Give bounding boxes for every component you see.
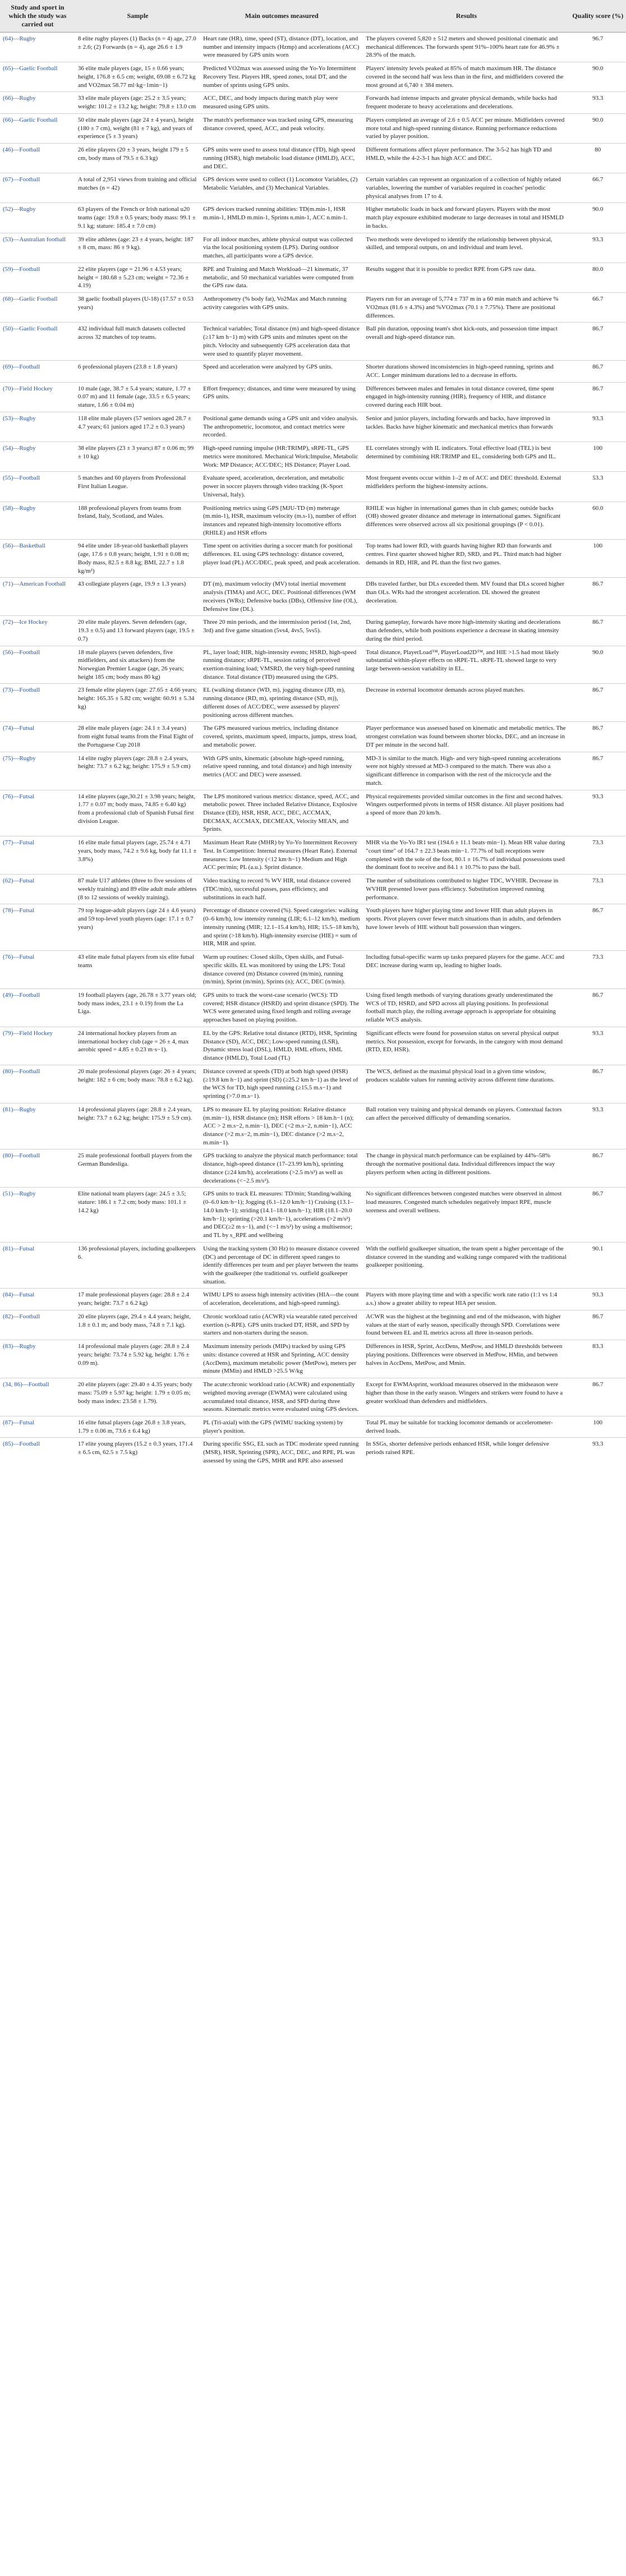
study-ref-cell[interactable]: (75)—Rugby [0, 752, 75, 790]
table-row [0, 382, 626, 412]
table-row [0, 1103, 626, 1149]
study-ref-cell[interactable]: (68)—Gaelic Football [0, 293, 75, 323]
outcomes-cell: Technical variables; Total distance (m) and high-speed distance (≥17 km h−1) m) with GPS units and minutes spent on the pitch. Velocity and subsequently GPS acceleration data that were used to quantify player movement. [200, 323, 363, 361]
results-cell: EL correlates strongly with IL indicators. Total effective load (TEL) is best determined by combining HR:TRIMP and EL, considering both GPS and IL. [363, 442, 569, 472]
table-row [0, 988, 626, 1027]
study-ref-cell[interactable]: (70)—Field Hockey [0, 382, 75, 412]
sample-cell: 14 professional players (age: 28.8 ± 2.4 years, height: 73.7 ± 6.2 kg; height: 175.9 ± 5.9 cm). [75, 1103, 200, 1149]
quality-score-cell: 80.0 [570, 263, 626, 292]
quality-score-cell: 86.7 [570, 1310, 626, 1340]
outcomes-cell: EL by the GPS: Relative total distance (RTD), HSR, Sprinting Distance (SD), ACC, DEC; Low-speed running (LSR), Dynamic stress load (DSL), HMLD, HML efforts, HML distance (HMLD), Total Load (TL) [200, 1027, 363, 1065]
study-ref-cell[interactable]: (83)—Rugby [0, 1340, 75, 1378]
quality-score-cell: 60.0 [570, 502, 626, 540]
quality-score-cell: 93.3 [570, 233, 626, 263]
results-cell: ACWR was the highest at the beginning and end of the midseason, with higher values at the start of early season, specifically through SPD. Correlations were found between EL and IL metrics across all three in-season periods. [363, 1310, 569, 1340]
sample-cell: 28 elite male players (age: 24.1 ± 3.4 years) from eight futsal teams from the Final Eight of the Portuguese Cup 2018 [75, 722, 200, 752]
results-cell: With the outfield goalkeeper situation, the team spent a higher percentage of the distance covered in the standing and walking range compared with the traditional goalkeeper positioning. [363, 1242, 569, 1289]
header-row [0, 0, 626, 33]
study-ref-cell[interactable]: (74)—Futsal [0, 722, 75, 752]
quality-score-cell: 93.3 [570, 1103, 626, 1149]
results-cell: Including futsal-specific warm up tasks prepared players for the game. ACC and DEC increase during warm up, leading to higher loads. [363, 951, 569, 989]
study-ref-cell[interactable]: (54)—Rugby [0, 442, 75, 472]
outcomes-cell: Speed and acceleration were analyzed by GPS units. [200, 361, 363, 382]
study-ref-cell[interactable]: (64)—Rugby [0, 33, 75, 62]
table-row [0, 616, 626, 646]
outcomes-cell: Warm up routines: Closed skills, Open skills, and Futsal-specific skills. EL was monitored by using the LPS: Total distance covered (m) Distance covered (m/min), running (m/min), Sprint (m/min), Sprints (n); ACC, DEC (n/min). [200, 951, 363, 989]
outcomes-cell: The acute:chronic workload ratio (ACWR) and exponentially weighted moving average (EWMA) were calculated using accumulated total distance, HSR, and SPD during three seasons. Kinematic metrics were evaluated using GPS devices. [200, 1378, 363, 1416]
table-row [0, 33, 626, 62]
study-ref-cell[interactable]: (55)—Football [0, 472, 75, 502]
outcomes-cell: RPE and Training and Match Workload—21 kinematic, 37 metabolic, and 50 mechanical variables were computed from the GPS raw data. [200, 263, 363, 292]
results-cell: Total distance, PlayerLoad™, PlayerLoad2D™, and HIE >1.5 had most likely substantial within-player effects on sRPE-TL. sRPE-TL showed large to very large between-session variability in EL. [363, 646, 569, 684]
outcomes-cell: The LPS monitored various metrics: distance, speed, ACC, and metabolic power. Three included Relative Distance, Explosive Distance (ED), HSR, HSR, ACC, DEC, ACCMAX, DECMAX, ACCMAX, DECMEAX, Velocity MEAN, and Sprints. [200, 790, 363, 836]
study-ref-cell[interactable]: (65)—Gaelic Football [0, 62, 75, 92]
sample-cell: A total of 2,951 views from training and official matches (n = 42) [75, 173, 200, 203]
quality-score-cell: 86.7 [570, 1188, 626, 1242]
outcomes-cell: Using the tracking system (30 Hz) to measure distance covered (DC) and percentage of DC in different speed ranges to identify differences per team and per player between the teams with the goalkeeper (the traditional vs. outfield goalkeeper situation. [200, 1242, 363, 1289]
quality-score-cell: 93.3 [570, 1027, 626, 1065]
results-cell: Players with more playing time and with a specific work rate ratio (1:1 vs 1:4 a.s.) show a greater ability to repeat HIA per session. [363, 1289, 569, 1310]
study-ref-cell[interactable]: (85)—Football [0, 1438, 75, 1468]
sample-cell: 50 elite male players (age 24 ± 4 years), height (180 ± 7 cm), weight (81 ± 7 kg), and years of experience (5 ± 3 years) [75, 113, 200, 143]
results-cell: Significant effects were found for possession status on several physical output metrics. Not possession, except for forwards, in the category with most demand (RTD, ED, HSR). [363, 1027, 569, 1065]
quality-score-cell: 93.3 [570, 790, 626, 836]
results-cell: Youth players have higher playing time and lower HIE than adult players in sports. Pivot players cover fewer match situations than in adults, and defenders have lower levels of HIE without ball possession than wingers. [363, 904, 569, 951]
sample-cell: 25 male professional football players from the German Bundesliga. [75, 1149, 200, 1188]
outcomes-cell: Percentage of distance covered (%). Speed categories: walking (0–6 km/h), low intensity running (LIR; 6.1–12 km/h), medium intensity running (MIR; 12.1–15.4 km/h), HIR; 15.5–18 km/h), and sprint (>18 km/h). High-intensity exercise (HIE) = sum of HIR, MIR and sprint. [200, 904, 363, 951]
table-row [0, 1289, 626, 1310]
results-cell: Except for EWMAsprint, workload measures observed in the midseason were higher than those in the early season. Wingers and strikers were found to have a greater workload than defenders and midfielders. [363, 1378, 569, 1416]
study-ref-cell[interactable]: (82)—Football [0, 1310, 75, 1340]
table-row [0, 1416, 626, 1438]
outcomes-cell: Effort frequency; distances, and time were measured by using GPS units. [200, 382, 363, 412]
table-row [0, 1340, 626, 1378]
results-cell: MD-3 is similar to the match. High- and very high-speed running accelerations were not highly stressed at MD-3 compared to the match. There was also a significant difference in comparison with the rest of the microcycle and the match. [363, 752, 569, 790]
quality-score-cell: 90.0 [570, 62, 626, 92]
table-row [0, 361, 626, 382]
table-row [0, 904, 626, 951]
table-row [0, 1438, 626, 1468]
sample-cell: Elite national team players (age: 24.5 ± 3.5; stature: 186.1 ± 7.2 cm; body mass: 101.1 ± 14.2 kg) [75, 1188, 200, 1242]
sample-cell: 136 professional players, including goalkeepers 6. [75, 1242, 200, 1289]
table-row [0, 540, 626, 578]
results-cell: The change in physical match performance can be explained by 44%–58% through the normative positional data. Individual differences impact the way players perform when acting in different positions. [363, 1149, 569, 1188]
study-ref-cell[interactable]: (59)—Football [0, 263, 75, 292]
outcomes-cell: High-speed running impulse (HR:TRIMP), sRPE-TL, GPS metrics were monitored. Mechanical Work:Impulse, Metabolic Work: MP Distance; ACC/DEC; HS Distance; Player Load. [200, 442, 363, 472]
results-cell: Using fixed length methods of varying durations greatly underestimated the WCS of TD, HSRD, and SPD across all playing positions. In professional football match play, the rolling average approach is appropriate for obtaining reliable WCS analysis. [363, 988, 569, 1027]
results-cell: Top teams had lower RD, with guards having higher RD than forwards and centres. First quarter showed higher RD, SRD, and PL. Third match had higher demands in RD, HIR, and PL than the first two games. [363, 540, 569, 578]
results-cell: Certain variables can represent an organization of a collection of highly related variables, lowering the number of variables required in coaches' periodic physical analyses from 17 to 4. [363, 173, 569, 203]
table-row [0, 836, 626, 875]
sample-cell: 16 elite futsal players (age 26.8 ± 3.8 years, 1.79 ± 0.06 m, 73.6 ± 6.4 kg) [75, 1416, 200, 1438]
sample-cell: 39 elite athletes (age: 23 ± 4 years, height: 187 ± 8 cm, mass: 86 ± 9 kg). [75, 233, 200, 263]
study-ref-cell[interactable]: (51)—Rugby [0, 1188, 75, 1242]
table-row [0, 1188, 626, 1242]
study-ref-cell[interactable]: (78)—Futsal [0, 904, 75, 951]
study-ref-cell[interactable]: (62)—Futsal [0, 875, 75, 904]
quality-score-cell: 90.0 [570, 113, 626, 143]
sample-cell: 38 elite players (23 ± 3 years;i 87 ± 0.06 m; 99 ± 10 kg) [75, 442, 200, 472]
outcomes-cell: DT (m), maximum velocity (MV) total inertial movement analysis (TIMA) and ACC, DEC. Positional differences (WM receivers (WRs); Defensive backs (DBs), Offensive line (OL), Defensive line (DL). [200, 578, 363, 616]
sample-cell: 24 international hockey players from an international hockey club (age = 26 ± 4, max aerobic speed = 4.85 ± 0.23 m·s−1). [75, 1027, 200, 1065]
outcomes-cell: PL, layer load; HIR, high-intensity events; HSRD, high-speed running distance; sRPE-TL, session rating of perceived exertion-training load; VMSRD, the very high-speed running distance. Total distance (TD) measured using the GPS. [200, 646, 363, 684]
sample-cell: 94 elite under 18-year-old basketball players (age, 17.6 ± 0.8 years; height, 1.91 ± 0.08 m; Body mass, 82.5 ± 8.8 kg; BMI, 22.7 ± 1.8 kg/m²) [75, 540, 200, 578]
outcomes-cell: Positional game demands using a GPS unit and video analysis. The anthropometric, locomotor, and contact metrics were recorded. [200, 412, 363, 441]
quality-score-cell: 86.7 [570, 1149, 626, 1188]
table-row [0, 263, 626, 292]
study-ref-cell[interactable]: (46)—Football [0, 144, 75, 173]
study-ref-cell[interactable]: (66)—Rugby [0, 92, 75, 113]
outcomes-cell: Evaluate speed, acceleration, deceleration, and metabolic power in soccer players through video tracking (K-Sport Universal, Italy). [200, 472, 363, 502]
outcomes-cell: Maximum intensity periods (MIPs) tracked by using GPS units: distance covered at HSR and Sprinting, ACC density (AccDens), maximum metabolic power (MetPow), meters per minute (MMin) and HMLD >25.5 W/kg [200, 1340, 363, 1378]
sample-cell: 87 male U17 athletes (three to five sessions of weekly training) and 89 elite adult male athletes (8 to 12 sessions of weekly training). [75, 875, 200, 904]
quality-score-cell: 100 [570, 442, 626, 472]
table-row [0, 951, 626, 989]
sample-cell: 10 male (age, 38.7 ± 5.4 years; stature, 1.77 ± 0.07 m) and 11 female (age, 33.5 ± 6.5 years; stature, 1.66 ± 0.04 m) [75, 382, 200, 412]
study-ref-cell[interactable]: (66)—Gaelic Football [0, 113, 75, 143]
header-quality: Quality score (%) [570, 0, 626, 33]
table-row [0, 1242, 626, 1289]
sample-cell: 6 professional players (23.8 ± 1.8 years) [75, 361, 200, 382]
study-ref-cell[interactable]: (79)—Field Hockey [0, 1027, 75, 1065]
quality-score-cell: 73.3 [570, 951, 626, 989]
quality-score-cell: 86.7 [570, 323, 626, 361]
quality-score-cell: 86.7 [570, 722, 626, 752]
outcomes-cell: Predicted VO2max was assessed using the Yo-Yo Intermittent Recovery Test. Players HR, speed zones, total DT, and the number of sprints using GPS units. [200, 62, 363, 92]
sample-cell: 22 elite players (age = 21.96 ± 4.53 years; height = 180.68 ± 5.23 cm; weight = 72.36 ± 4.19) [75, 263, 200, 292]
outcomes-cell: Three 20 min periods, and the intermission period (1st, 2nd, 3rd) and five game situation (5vs4, 4vs5, 5vs5). [200, 616, 363, 646]
quality-score-cell: 80 [570, 144, 626, 173]
table-row [0, 646, 626, 684]
results-cell: Players run for an average of 5,774 ± 737 m in a 60 min match and achieve % VO2max (81.6 ± 4.3%) and %VO2max (70.1 ± 7.75%). There are positional differences. [363, 293, 569, 323]
sample-cell: 23 female elite players (age: 27.65 ± 4.66 years; height: 165.35 ± 5.82 cm; weight: 60.91 ± 5.34 kg) [75, 684, 200, 722]
sample-cell: 20 elite players (age, 29.4 ± 4.4 years; height, 1.8 ± 0.1 m; and body mass, 74.8 ± 7.1 kg). [75, 1310, 200, 1340]
results-cell: The WCS, defined as the maximal physical load in a given time window, produces scalable values for running activity across different time durations. [363, 1065, 569, 1103]
study-ref-cell[interactable]: (50)—Gaelic Football [0, 323, 75, 361]
results-cell: Players' intensity levels peaked at 85% of match maximum HR. The distance covered in the second half was less than in the first, and midfielders covered the most ground at 6,740 ± 384 meters. [363, 62, 569, 92]
quality-score-cell: 90.0 [570, 203, 626, 233]
study-ref-cell[interactable]: (73)—Football [0, 684, 75, 722]
results-cell: Different formations affect player performance. The 3-5-2 has high TD and HMLD, while the 4-2-3-1 has high ACC and DEC. [363, 144, 569, 173]
results-cell: Differences between males and females in total distance covered, time spent engaged in high-intensity running (HIR), frequency of HIR, and distance covered during each HIR bout. [363, 382, 569, 412]
study-ref-cell[interactable]: (80)—Football [0, 1065, 75, 1103]
results-cell: During gameplay, forwards have more high-intensity skating and decelerations than defenders, while both positions experience a decrease in skating intensity during the third period. [363, 616, 569, 646]
sample-cell: 8 elite rugby players (1) Backs (n = 4) age, 27.0 ± 2.6; (2) Forwards (n = 4), age 26.6 ± 1.9 [75, 33, 200, 62]
outcomes-cell: GPS devices were used to collect (1) Locomotor Variables, (2) Metabolic Variables, and (3) Mechanical Variables. [200, 173, 363, 203]
table-row [0, 472, 626, 502]
table-row [0, 790, 626, 836]
table-row [0, 578, 626, 616]
study-ref-cell[interactable]: (56)—Basketball [0, 540, 75, 578]
study-ref-cell[interactable]: (80)—Football [0, 1149, 75, 1188]
outcomes-cell: GPS units to track the worst-case scenario (WCS): TD covered; HSR distance (HSRD) and sprint distance (SPD). The WCS were generated using fixed length and rolling average approaches based on playing position. [200, 988, 363, 1027]
outcomes-cell: Positioning metrics using GPS [MJU-TD (m) meterage (m.min-1), HSR, maximum velocity (m.s-1), number of effort instances and repeated high-intensity locomotive efforts (RHILE) and HSR efforts [200, 502, 363, 540]
outcomes-cell: PL (Tri-axial) with the GPS (WIMU tracking system) by player's position. [200, 1416, 363, 1438]
results-cell: Shorter durations showed inconsistencies in high-speed running, sprints and ACC. Longer minimum durations led to a decrease in efforts. [363, 361, 569, 382]
quality-score-cell: 93.3 [570, 1438, 626, 1468]
quality-score-cell: 93.3 [570, 1289, 626, 1310]
quality-score-cell: 86.7 [570, 1378, 626, 1416]
sample-cell: 14 professional male players (age: 28.8 ± 2.4 years; height: 73.74 ± 5.92 kg, height: 1.76 ± 0.09 m). [75, 1340, 200, 1378]
study-ref-cell[interactable]: (56)—Football [0, 646, 75, 684]
quality-score-cell: 83.3 [570, 1340, 626, 1378]
outcomes-cell: GPS devices tracked running abilities: TD(m.min-1, HSR m.min-1, HMLD m.min-1, Sprints n.min-1, ACC n.min-1. [200, 203, 363, 233]
study-ref-cell[interactable]: (53)—Australian football [0, 233, 75, 263]
sample-cell: 18 male players (seven defenders, five midfielders, and six attackers) from the Norwegian Premier League (age, 26 years; height 185 cm; body mass 80 kg) [75, 646, 200, 684]
study-ref-cell[interactable]: (77)—Futsal [0, 836, 75, 875]
outcomes-cell: Video tracking to record % WV HIR, total distance covered (TDC/min), successful passes, pass efficiency, and substitutions in each half. [200, 875, 363, 904]
quality-score-cell: 86.7 [570, 904, 626, 951]
sample-cell: 17 elite young players (15.2 ± 0.3 years, 171.4 ± 6.5 cm, 62.5 ± 7.5 kg) [75, 1438, 200, 1468]
outcomes-cell: Heart rate (HR), time, speed (ST), distance (DT), location, and number and intensity impacts (Hzmp) and accelerations (ACC) were measured by GPS units worn [200, 33, 363, 62]
outcomes-cell: Chronic workload ratio (ACWR) via wearable rated perceived exertion (s-RPE). GPS units tracked DT, HSR, and SPD by starters and non-starters during the season. [200, 1310, 363, 1340]
table-row [0, 1149, 626, 1188]
sample-cell: 20 elite male players. Seven defenders (age, 19.3 ± 0.5) and 13 forward players (age, 19.5 ± 0.7) [75, 616, 200, 646]
results-cell: Ball pin duration, opposing team's shot kick-outs, and possession time impact overall and high-speed distance run. [363, 323, 569, 361]
sample-cell: 36 elite male players (age, 15 ± 0.66 years; height, 176.8 ± 6.5 cm; weight, 69.08 ± 6.72 kg and VO2max 58.77 ml·kg−1min−1) [75, 62, 200, 92]
sample-cell: 38 gaelic football players (U-18) (17.57 ± 0.53 years) [75, 293, 200, 323]
table-row [0, 722, 626, 752]
sample-cell: 14 elite rugby players (age: 28.8 ± 2.4 years, height: 73.7 ± 6.2 kg; height: 175.9 ± 5.9 cm) [75, 752, 200, 790]
quality-score-cell: 100 [570, 1416, 626, 1438]
quality-score-cell: 53.3 [570, 472, 626, 502]
outcomes-cell: Time spent on activities during a soccer match for positional differences. EL using GPS technology: distance covered, player load (PL) ACC/DEC, peak speed, and peak acceleration. [200, 540, 363, 578]
sample-cell: 43 collegiate players (age, 19.9 ± 1.3 years) [75, 578, 200, 616]
table-header [0, 0, 626, 33]
quality-score-cell: 86.7 [570, 361, 626, 382]
outcomes-cell: The GPS measured various metrics, including distance covered, sprints, maximum speed, impacts, jumps, stress load, and metabolic power. [200, 722, 363, 752]
outcomes-cell: ACC, DEC, and body impacts during match play were measured using GPS units. [200, 92, 363, 113]
results-cell: Decrease in external locomotor demands across played matches. [363, 684, 569, 722]
results-cell: Ball rotation very training and physical demands on players. Contextual factors can affect the perceived difficulty of demanding scenarios. [363, 1103, 569, 1149]
outcomes-cell: LPS to measure EL by playing position: Relative distance (m.min−1), HSR distance (m); HSR efforts > 18 km.h−1 (n); ACC > 2 m.s−2, n.min−1), DEC (<2 m.s−2, n.min−1), ACC distance (>2 m.s−2, m.min−1), DEC distance (>2 m.s−2, m.min−1). [200, 1103, 363, 1149]
header-sample: Sample [75, 0, 200, 33]
quality-score-cell: 86.7 [570, 616, 626, 646]
sample-cell: 432 individual full match datasets collected across 32 matches of top teams. [75, 323, 200, 361]
study-ref-cell[interactable]: (34, 86)—Football [0, 1378, 75, 1416]
table-row [0, 752, 626, 790]
results-cell: Total PL may be suitable for tracking locomotor demands or accelerometer-derived loads. [363, 1416, 569, 1438]
study-ref-cell[interactable]: (76)—Futsal [0, 790, 75, 836]
outcomes-cell: Distance covered at speeds (TD) at both high speed (HSR) (≥19.8 km h−1) and sprint (SD) (≥25.2 km h−1) as the level of the WCS for TD, high speed running (≥15.5 m.s−1) and sprinting (>7.0 m.s−1). [200, 1065, 363, 1103]
quality-score-cell: 93.3 [570, 92, 626, 113]
outcomes-cell: EL (walking distance (WD, m), jogging distance (JD, m), running distance (RD, m), sprinting distance (SD, m)), different doses of ACC/DEC, were assessed by players' positioning across different matches. [200, 684, 363, 722]
quality-score-cell: 86.7 [570, 684, 626, 722]
sample-cell: 17 male professional players (age: 28.8 ± 2.4 years; height: 73.7 ± 6.2 kg) [75, 1289, 200, 1310]
study-ref-cell[interactable]: (53)—Rugby [0, 412, 75, 441]
sample-cell: 33 elite male players (age: 25.2 ± 3.5 years; weight: 101.2 ± 13.2 kg; height: 79.8 ± 13.0 cm [75, 92, 200, 113]
study-ref-cell[interactable]: (67)—Football [0, 173, 75, 203]
table-row [0, 1310, 626, 1340]
table-row [0, 1027, 626, 1065]
quality-score-cell: 86.7 [570, 988, 626, 1027]
table-row [0, 412, 626, 441]
sample-cell: 16 elite male futsal players (age, 25.74 ± 4.71 years, body mass, 74.2 ± 9.6 kg, body fat 11.1 ± 3.8%) [75, 836, 200, 875]
results-cell: Differences in HSR, Sprint, AccDens, MetPow, and HMLD thresholds between playing positions. Differences were observed in MetPow, HMin, and between halves in AccDens, MetPow, and Mmin. [363, 1340, 569, 1378]
results-cell: Two methods were developed to identify the relationship between physical, skilled, and temporal outputs, on and individual and team level. [363, 233, 569, 263]
results-cell: Most frequent events occur within 1–2 m of ACC and DEC threshold. External midfielders perform the highest-intensity actions. [363, 472, 569, 502]
quality-score-cell: 73.3 [570, 875, 626, 904]
results-cell: Senior and junior players, including forwards and backs, have improved in tackles. Backs have higher kinematic and mechanical metrics than forwards [363, 412, 569, 441]
header-outcomes: Main outcomes measured [200, 0, 363, 33]
outcomes-cell: During specific SSG, EL such as TDC moderate speed running (MSR), HSR, Sprinting (SPR), ACC, DEC, and RPE, PL was assessed by using the GPS, MHR and RPE also assessed [200, 1438, 363, 1468]
results-cell: Forwards had intense impacts and greater physical demands, while backs had frequent moderate to heavy accelerations and decelerations. [363, 92, 569, 113]
results-cell: In SSGs, shorter defensive periods enhanced HSR, while longer defensive periods raised RPE. [363, 1438, 569, 1468]
results-cell: Players completed an average of 2.6 ± 0.5 ACC per minute. Midfielders covered more total and high-speed running distance. Running performance reductions varied by player position. [363, 113, 569, 143]
results-cell: Results suggest that it is possible to predict RPE from GPS raw data. [363, 263, 569, 292]
sample-cell: 20 elite players (age: 29.40 ± 4.35 years; body mass: 75.09 ± 5.97 kg; height: 1.79 ± 0.05 m; body mass index: 23.58 ± 1.79). [75, 1378, 200, 1416]
outcomes-cell: GPS tracking to analyze the physical match performance: total distance, high-speed distance (17–23.99 km/h), sprinting distance (≥24 km/h), accelerations (>2.5 m/s²) as well as decelerations (<−2.5 m/s²). [200, 1149, 363, 1188]
results-cell: Player performance was assessed based on kinematic and metabolic metrics. The strongest correlation was found between shorter blocks, DEC, and an increase in DT per minute in the second half. [363, 722, 569, 752]
outcomes-cell: WIMU LPS to assess high intensity activities (HIA—the count of acceleration, decelerations, and high-speed running). [200, 1289, 363, 1310]
quality-score-cell: 96.7 [570, 33, 626, 62]
quality-score-cell: 86.7 [570, 752, 626, 790]
quality-score-cell: 86.7 [570, 1065, 626, 1103]
outcomes-cell: GPS units to track EL measures: TD/min; Standing/walking (0–6.0 km·h−1); Jogging (6.1–12.0 km/h−1) Cruising (13.1–14.0 km/h−1); striding (14.1–18.0 km/h−1); HIR (18.1–20.0 km/h−1); sprinting (>20.1 km/h−1), accelerations (>2 m/s²) and DEC(≥2 m s−1), and (<−1 m/s²) by using a multisensor; and TL by s_RPE and wellbeing [200, 1188, 363, 1242]
study-ref-cell[interactable]: (84)—Futsal [0, 1289, 75, 1310]
results-cell: No significant differences between congested matches were observed in almost load measures. Congested match schedules negatively impact RPE, muscle soreness and overall wellness. [363, 1188, 569, 1242]
quality-score-cell: 66.7 [570, 173, 626, 203]
quality-score-cell: 66.7 [570, 293, 626, 323]
table-row [0, 502, 626, 540]
sample-cell: 26 elite players (20 ± 3 years, height 179 ± 5 cm, body mass of 79.5 ± 6.3 kg) [75, 144, 200, 173]
sample-cell: 19 football players (age, 26.78 ± 3.77 years old; body mass index, 23.1 ± 0.19) from the La Liga. [75, 988, 200, 1027]
quality-score-cell: 90.0 [570, 646, 626, 684]
table-row [0, 92, 626, 113]
results-cell: RHILE was higher in international games than in club games; outside backs (OB) showed greater distance and meterage in international games. Significant differences were observed across all six positional groupings (P < 0.01). [363, 502, 569, 540]
header-results: Results [363, 0, 569, 33]
table-row [0, 173, 626, 203]
table-body [0, 33, 626, 1468]
study-ref-cell[interactable]: (71)—American Football [0, 578, 75, 616]
study-ref-cell[interactable]: (49)—Football [0, 988, 75, 1027]
table-row [0, 875, 626, 904]
table-row [0, 113, 626, 143]
study-ref-cell[interactable]: (58)—Rugby [0, 502, 75, 540]
table-row [0, 323, 626, 361]
results-cell: Higher metabolic loads in back and forward players. Players with the most match play exposure exhibited moderate to large decreases in total and HSMLD in backs. [363, 203, 569, 233]
table-row [0, 684, 626, 722]
table-row [0, 203, 626, 233]
quality-score-cell: 73.3 [570, 836, 626, 875]
sample-cell: 43 elite male futsal players from six elite futsal teams [75, 951, 200, 989]
header-study: Study and sport in which the study was carried out [0, 0, 75, 33]
table-row [0, 442, 626, 472]
quality-score-cell: 90.1 [570, 1242, 626, 1289]
results-cell: MHR via the Yo-Yo IR1 test (194.6 ± 11.1 beats·min−1). Mean HR value during "court time" of 164.7 ± 22.3 beats min−1. 77.7% of ball receptions were completed with the sole of the foot, 80.1 ± 16.7% of individual possessions used the dominant foot to receive and 84.1 ± 10.7% to pass the ball. [363, 836, 569, 875]
quality-score-cell: 93.3 [570, 412, 626, 441]
sample-cell: 188 professional players from teams from Ireland, Italy, Scotland, and Wales. [75, 502, 200, 540]
study-ref-cell[interactable]: (87)—Futsal [0, 1416, 75, 1438]
quality-score-cell: 100 [570, 540, 626, 578]
study-ref-cell[interactable]: (81)—Rugby [0, 1103, 75, 1149]
outcomes-cell: Maximum Heart Rate (MHR) by Yo-Yo Intermittent Recovery Test. In Competition: Internal measures (Heart Rate). External measures: Low Intensity (<12 km·h−1) Medium and High ACC per/min; PL (a.u.). Sprint distance. [200, 836, 363, 875]
outcomes-cell: GPS units were used to assess total distance (TD), high speed running (HSR), high metabolic load distance (HMLD), ACC, and DEC. [200, 144, 363, 173]
outcomes-cell: With GPS units, kinematic (absolute high-speed running, relative speed running, and total distance) and high intensity metrics (ACC and DEC) were assessed. [200, 752, 363, 790]
sample-cell: 20 male professional players (age: 26 ± 4 years; height: 182 ± 6 cm; body mass: 78.8 ± 6.2 kg). [75, 1065, 200, 1103]
sample-cell: 14 elite players (age,30.21 ± 3.98 years; height, 1.77 ± 0.07 m; body mass, 74.85 ± 6.40 kg) from a professional club of Spanish Futsal first division League. [75, 790, 200, 836]
study-ref-cell[interactable]: (72)—Ice Hockey [0, 616, 75, 646]
study-ref-cell[interactable]: (76)—Futsal [0, 951, 75, 989]
quality-score-cell: 86.7 [570, 578, 626, 616]
study-ref-cell[interactable]: (69)—Football [0, 361, 75, 382]
study-ref-cell[interactable]: (52)—Rugby [0, 203, 75, 233]
results-cell: The number of substitutions contributed to higher TDC, WVHIR. Decrease in WVHIR presented lower pass efficiency. Substitution improved running performance. [363, 875, 569, 904]
outcomes-cell: For all indoor matches, athlete physical output was collected via the local positioning system (LPS). During outdoor matches, all participants wore a GPS device. [200, 233, 363, 263]
table-row [0, 293, 626, 323]
table-row [0, 233, 626, 263]
study-ref-cell[interactable]: (81)—Futsal [0, 1242, 75, 1289]
results-cell: The players covered 5,820 ± 512 meters and showed positional cinematic and mechanical differences. The forwards spent 91%–100% heart rate for 46.9% ± 28.9% of the match. [363, 33, 569, 62]
outcomes-cell: Anthropometry (% body fat), Vo2Max and Match running activity categories with GPS units. [200, 293, 363, 323]
results-cell: Physical requirements provided similar outcomes in the first and second halves. Wingers outperformed pivots in terms of HSR distance. All player positions had a speed of more than 20 km/h. [363, 790, 569, 836]
outcomes-cell: The match's performance was tracked using GPS, measuring distance covered, speed, ACC, and peak velocity. [200, 113, 363, 143]
quality-score-cell: 86.7 [570, 382, 626, 412]
table-row [0, 1065, 626, 1103]
results-cell: DBs traveled farther, but DLs exceeded them. MV found that DLs scored higher than OLs. WRs had the strongest acceleration. DL showed the greatest deceleration. [363, 578, 569, 616]
sample-cell: 63 players of the French or Irish national u20 teams (age: 19.8 ± 0.5 years; body mass: 99.1 ± 9.1 kg; stature: 185.4 ± 7.0 cm) [75, 203, 200, 233]
table-row [0, 144, 626, 173]
sample-cell: 79 top league-adult players (age 24 ± 4.6 years) and 59 top-level youth players (age: 17.1 ± 0.7 years) [75, 904, 200, 951]
table-row [0, 62, 626, 92]
sample-cell: 5 matches and 60 players from Professional First Italian League. [75, 472, 200, 502]
sample-cell: 118 elite male players (57 seniors aged 28.7 ± 4.7 years; 61 juniors aged 17.2 ± 0.3 years) [75, 412, 200, 441]
table-row [0, 1378, 626, 1416]
